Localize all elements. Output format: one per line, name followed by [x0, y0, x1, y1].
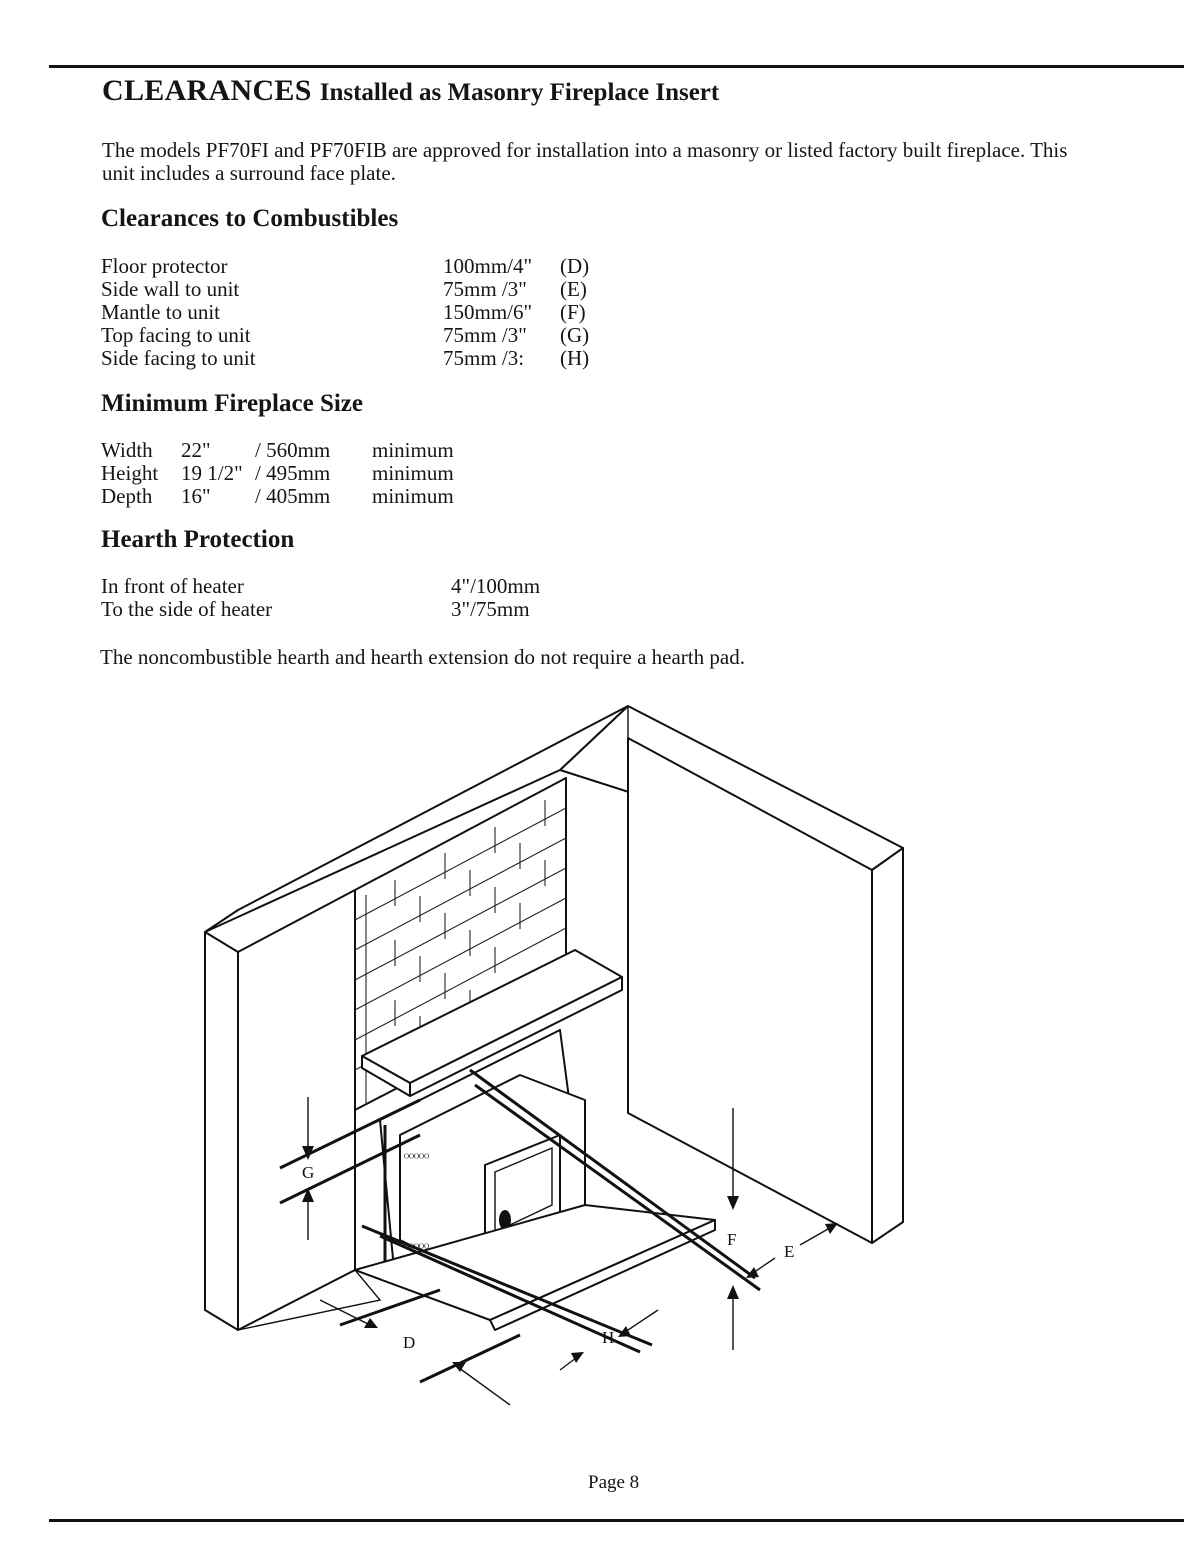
left-wall-face	[238, 890, 355, 1330]
hearth-label: In front of heater	[101, 574, 244, 598]
clearance-code: (H)	[560, 346, 590, 370]
clearance-label: Top facing to unit	[101, 323, 251, 347]
label-h: H	[602, 1328, 615, 1347]
bottom-rule	[49, 1519, 1184, 1522]
label-d: D	[403, 1333, 416, 1352]
page-number: Page 8	[588, 1472, 640, 1493]
intro-paragraph: The models PF70FI and PF70FIB are approved for installation into a masonry or listed factory built fireplace. This unit includes a surround face plate.	[102, 138, 1068, 185]
clearance-value: 100mm/4"	[443, 254, 533, 278]
size-note: minimum	[372, 461, 454, 485]
vent-holes-top: ᴼᴼᴼᴼᴼ	[404, 1151, 430, 1165]
min-size-heading: Minimum Fireplace Size	[101, 390, 363, 417]
right-wall-end	[872, 848, 903, 1243]
size-imperial: 19 1/2"	[181, 461, 243, 485]
label-f: F	[727, 1230, 737, 1249]
clearance-code: (F)	[560, 300, 586, 324]
clearance-code: (D)	[560, 254, 590, 278]
clearance-label: Side wall to unit	[101, 277, 240, 301]
vent-holes-bottom: ᴼᴼᴼᴼᴼ	[404, 1241, 430, 1255]
clearance-value: 150mm/6"	[443, 300, 533, 324]
clearance-label: Side facing to unit	[101, 346, 256, 370]
clearance-label: Mantle to unit	[101, 300, 220, 324]
hearth-value: 4"/100mm	[451, 574, 541, 598]
clearance-value: 75mm /3:	[443, 346, 525, 370]
size-imperial: 16"	[181, 484, 211, 508]
size-metric: / 405mm	[255, 484, 331, 508]
hearth-value: 3"/75mm	[451, 597, 530, 621]
hearth-label: To the side of heater	[101, 597, 273, 621]
clearance-value: 75mm /3"	[443, 277, 527, 301]
size-note: minimum	[372, 484, 454, 508]
clearance-label: Floor protector	[101, 254, 228, 278]
size-label: Height	[101, 461, 159, 485]
size-metric: / 495mm	[255, 461, 331, 485]
label-e: E	[784, 1242, 795, 1261]
left-wall-end	[205, 932, 238, 1330]
hearth-heading: Hearth Protection	[101, 526, 295, 553]
hearth-note: The noncombustible hearth and hearth extension do not require a hearth pad.	[100, 645, 745, 669]
size-metric: / 560mm	[255, 438, 331, 462]
size-label: Width	[101, 438, 153, 462]
clearance-code: (G)	[560, 323, 590, 347]
title-sub: Installed as Masonry Fireplace Insert	[319, 79, 720, 106]
size-note: minimum	[372, 438, 454, 462]
clearances-heading: Clearances to Combustibles	[101, 205, 399, 232]
clearance-value: 75mm /3"	[443, 323, 527, 347]
title-main: CLEARANCES	[102, 74, 312, 107]
size-imperial: 22"	[181, 438, 211, 462]
clearance-code: (E)	[560, 277, 587, 301]
label-g: G	[302, 1163, 315, 1182]
size-label: Depth	[101, 484, 153, 508]
